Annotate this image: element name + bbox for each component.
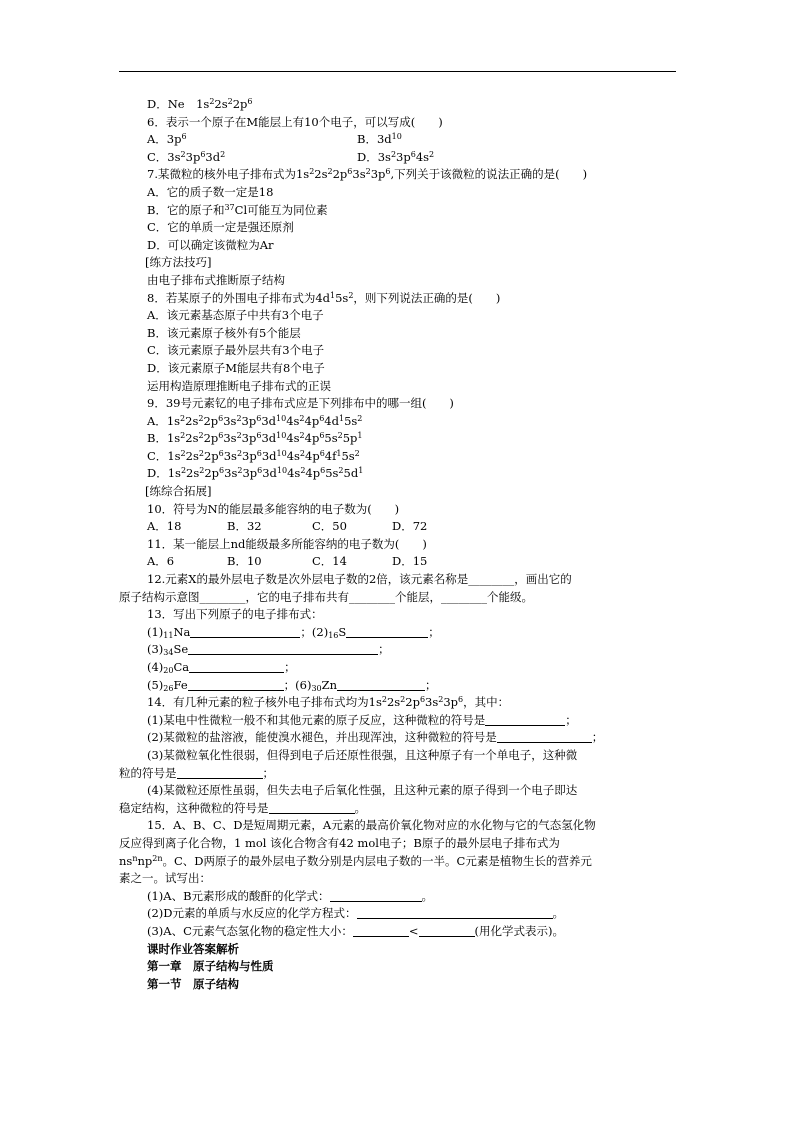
q8-stem: 8．若某原子的外围电子排布式为$4d^15s^2$，则下列说法正确的是( ): [147, 290, 501, 305]
q13-stem: 13．写出下列原子的电子排布式：: [147, 607, 323, 622]
q5-option-d: D．Ne $1s^22s^22p^6$: [147, 97, 253, 111]
worksheet-body: [119, 96, 677, 993]
q14-stem: 14．有几种元素的粒子核外电子排布式均为$1s^22s^22p^63s^23p^6$，其中：: [147, 695, 510, 710]
answer-blank[interactable]: [190, 625, 300, 638]
q13-items-1-2: $(1)_{11}Na$ ；$(2)_{16}S$ ；: [147, 624, 440, 640]
answer-blank[interactable]: [357, 906, 553, 919]
q13-item-4: $(4)_{20}Ca$ ；: [147, 660, 296, 675]
answer-blank[interactable]: [330, 889, 422, 902]
q13-item-3: $(3)_{34}Se$ ；: [147, 642, 390, 658]
q8-option-b: B．该元素原子核外有5个能层: [147, 325, 301, 340]
q15-line-4: 素之一。试写出：: [119, 871, 211, 886]
q10-options: A．18 B．32 C．50 D．72: [147, 519, 428, 534]
q7-option-d: D．可以确定该微粒为Ar: [147, 237, 274, 252]
header-rule: [119, 71, 676, 72]
q7-option-b: B．它的原子和$^{37}$Cl可能互为同位素: [147, 202, 328, 217]
q14-part-3b: 粒的符号是 ；: [119, 765, 274, 780]
q8-option-a: A．该元素基态原子中共有3个电子: [147, 308, 324, 323]
q15-part-2: (2)D元素的单质与水反应的化学方程式： 。: [147, 906, 565, 921]
q14-part-1: (1)某电中性微粒一般不和其他元素的原子反应，这种微粒的符号是 ；: [147, 712, 577, 727]
q15-line-3: $ns^nnp^{2n}$。C、D两原子的最外层电子数分别是内层电子数的一半。C元素是植物生长的营养元: [119, 853, 592, 868]
q14-part-3a: (3)某微粒氧化性很弱，但得到电子后还原性很强，且这种原子有一个单电子，这种微: [147, 747, 578, 762]
answer-blank[interactable]: [346, 625, 428, 638]
q11-stem: 11．某一能层上nd能级最多所能容纳的电子数为( ): [147, 536, 427, 551]
q9-option-a: A．$1s^22s^22p^63s^23p^63d^{10}4s^24p^64d^15s^2$: [147, 413, 363, 428]
q15-part-3: (3)A、C元素气态氢化物的稳定性大小： < (用化学式表示)。: [147, 923, 565, 938]
answer-blank[interactable]: [188, 678, 284, 691]
answers-title: 课时作业答案解析: [147, 941, 239, 956]
q9-option-c: C．$1s^22s^22p^63s^23p^63d^{10}4s^24p^64f^15s^2$: [147, 448, 360, 463]
q6-stem: 6．表示一个原子在M能层上有10个电子，可以写成( ): [147, 114, 443, 129]
sub-heading-2: 运用构造原理推断电子排布式的正误: [147, 378, 331, 393]
q8-option-d: D．该元素原子M能层共有8个电子: [147, 360, 325, 375]
q15-line-1: 15．A、B、C、D是短周期元素，A元素的最高价氧化物对应的水化物与它的气态氢化物: [147, 818, 596, 833]
q15-part-1: (1)A、B元素形成的酸酐的化学式： 。: [147, 888, 434, 903]
q6-options-cd: C．$3s^23p^63d^2$ D．$3s^23p^64s^2$: [147, 149, 435, 164]
q14-part-4b: 稳定结构，这种微粒的符号是 。: [119, 800, 366, 815]
answer-blank[interactable]: [485, 713, 565, 726]
section-method: [练方法技巧]: [145, 255, 212, 270]
answer-blank[interactable]: [189, 660, 284, 673]
answer-blank[interactable]: [188, 642, 378, 655]
section-extension: [练综合拓展]: [145, 484, 212, 499]
q15-line-2: 反应得到离子化合物，1 mol 该化合物含有42 mol电子；B原子的最外层电子排布式为: [119, 835, 560, 850]
answer-blank[interactable]: [177, 766, 263, 779]
answer-blank[interactable]: [419, 924, 475, 937]
answer-blank[interactable]: [353, 924, 409, 937]
q14-part-2: (2)某微粒的盐溶液，能使溴水褪色，并出现浑浊，这种微粒的符号是 ；: [147, 730, 604, 745]
q9-stem: 9．39号元素钇的电子排布式应是下列排布中的哪一组( ): [147, 396, 454, 411]
q14-part-4a: (4)某微粒还原性虽弱，但失去电子后氧化性强，且这种元素的原子得到一个电子即达: [147, 783, 578, 798]
q13-items-5-6: $(5)_{26}Fe$ ；$(6)_{30}Zn$ ；: [147, 677, 437, 693]
q9-option-d: D．$1s^22s^22p^63s^23p^63d^{10}4s^24p^65s^25d^1$: [147, 466, 364, 481]
q9-option-b: B．$1s^22s^22p^63s^23p^63d^{10}4s^24p^65s^25p^1$: [147, 431, 363, 446]
section-heading: 第一节 原子结构: [147, 976, 239, 991]
q6-options-ab: A．$3p^6$ B．$3d^{10}$: [147, 132, 402, 147]
q7-option-c: C．它的单质一定是强还原剂: [147, 220, 294, 235]
answer-blank[interactable]: [269, 801, 355, 814]
q12-line-1: 12.元素X的最外层电子数是次外层电子数的2倍，该元素名称是________，画出它的: [147, 572, 572, 587]
q12-line-2: 原子结构示意图________，它的电子排布共有________个能层，________个能级。: [119, 589, 533, 604]
q11-options: A．6 B．10 C．14 D．15: [147, 554, 428, 569]
q10-stem: 10．符号为N的能层最多能容纳的电子数为( ): [147, 501, 400, 516]
q7-stem: 7.某微粒的核外电子排布式为$1s^22s^22p^63s^23p^6$,下列关于该微粒的说法正确的是( ): [147, 167, 588, 182]
sub-heading-1: 由电子排布式推断原子结构: [147, 272, 285, 287]
q8-option-c: C．该元素原子最外层共有3个电子: [147, 343, 325, 358]
chapter-heading: 第一章 原子结构与性质: [147, 959, 274, 974]
answer-blank[interactable]: [497, 730, 592, 743]
answer-blank[interactable]: [337, 678, 425, 691]
q7-option-a: A．它的质子数一定是18: [147, 184, 274, 199]
